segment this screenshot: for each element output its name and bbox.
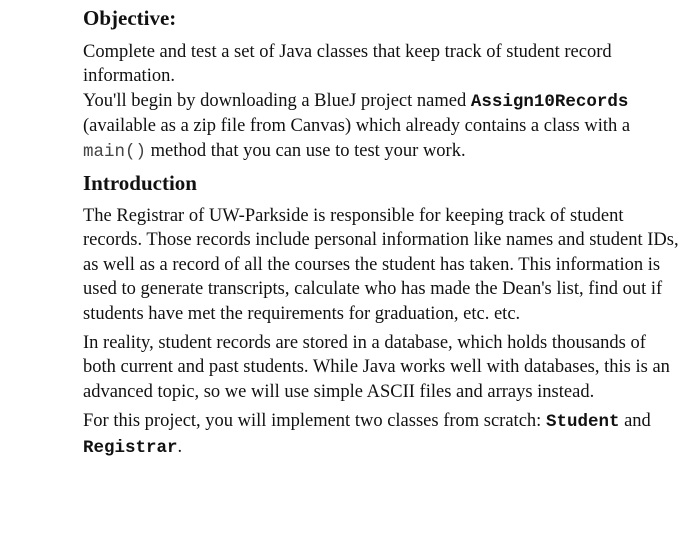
intro3-text-before: For this project, you will implement two classes from scratch:	[83, 411, 546, 432]
objective-text-after: method that you can use to test your work.	[146, 140, 466, 161]
intro3-text-mid: and	[619, 411, 651, 432]
document-body	[83, 4, 683, 460]
objective-paragraph-1: Complete and test a set of Java classes that keep track of student record information.	[83, 42, 612, 87]
student-class-code: Student	[545, 412, 620, 433]
objective-text-mid: (available as a zip file from Canvas) which already contains a class with a	[83, 116, 631, 137]
objective-paragraph-2	[83, 89, 683, 164]
introduction-paragraph-1: The Registrar of UW-Parkside is responsible for keeping track of student records. Those records include personal information like names and student IDs, as well as a record of all the courses the student has taken. This information is used to generate transcripts, calculate who has made the Dean's list, find out if students have met the requirements for graduation, etc. etc.	[83, 206, 679, 324]
introduction-heading: Introduction	[83, 171, 197, 196]
project-name-code: Assign10Records	[470, 91, 629, 112]
introduction-paragraph-2: In reality, student records are stored in a database, which holds thousands of both current and past students. While Java works well with databases, this is an advanced topic, so we will use simple ASCII files and arrays instead.	[83, 333, 670, 402]
objective-heading: Objective:	[83, 6, 177, 30]
main-method-code: main()	[83, 141, 147, 162]
intro3-text-after: .	[177, 436, 183, 457]
registrar-class-code: Registrar	[83, 437, 178, 458]
introduction-paragraph-3	[83, 409, 683, 460]
objective-text-before-project: You'll begin by downloading a BlueJ project named	[83, 90, 471, 111]
